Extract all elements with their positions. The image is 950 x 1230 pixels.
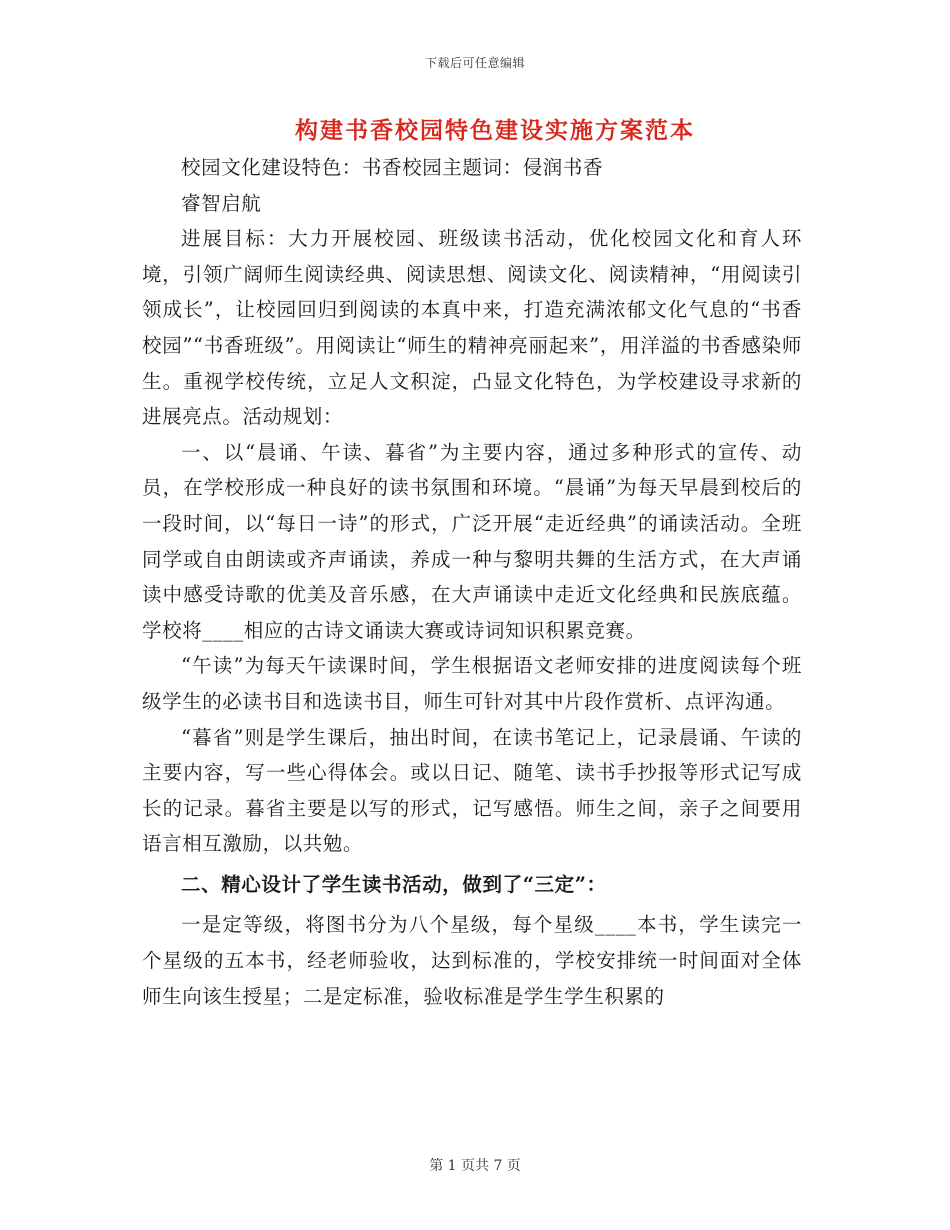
paragraph-section-one: 一、以“晨诵、午读、暮省”为主要内容，通过多种形式的宣传、动员，在学校形成一种良好的读书氛围和环境。“晨诵”为每天早晨到校后的一段时间，以“每日一诗”的形式，广泛开展“走近经典”的诵读活动。全班同学或自由朗读或齐声诵读，养成一种与黎明共舞的生活方式，在大声诵读中感受诗歌的优美及音乐感，在大声诵读中走近文化经典和民族底蕴。学校将____相应的古诗文诵读大赛或诗词知识积累竞赛。	[142, 440, 802, 642]
paragraph-goals: 进展目标：大力开展校园、班级读书活动，优化校园文化和育人环境，引领广阔师生阅读经典、阅读思想、阅读文化、阅读精神，“用阅读引领成长”，让校园回归到阅读的本真中来，打造充满浓郁文化气息的“书香校园”“书香班级”。用阅读让“师生的精神亮丽起来”，用洋溢的书香感染师生。重视学校传统，立足人文积淀，凸显文化特色，为学校建设寻求新的进展亮点。活动规划：	[142, 227, 802, 429]
document-body	[142, 150, 802, 1014]
paragraph-theme-continued: 睿智启航	[181, 191, 262, 215]
paragraph-theme: 校园文化建设特色：书香校园主题词：侵润书香	[181, 156, 604, 179]
paragraph-noon-reading: “午读”为每天午读课时间，学生根据语文老师安排的进度阅读每个班级学生的必读书目和选读书目，师生可针对其中片段作赏析、点评沟通。	[142, 654, 802, 713]
paragraph-evening-reflection: “暮省”则是学生课后，抽出时间，在读书笔记上，记录晨诵、午读的主要内容，写一些心得体会。或以日记、随笔、读书手抄报等形式记写成长的记录。暮省主要是以写的形式，记写感悟。师生之间，亲子之间要用语言相互激励，以共勉。	[142, 725, 802, 856]
paragraph-three-standards: 一是定等级，将图书分为八个星级，每个星级____本书，学生读完一个星级的五本书，经老师验收，达到标准的，学校安排统一时间面对全体师生向该生授星；二是定标准，验收标准是学生学生积累的	[142, 913, 802, 1008]
section-heading-two: 二、精心设计了学生读书活动，做到了“三定”：	[181, 872, 607, 896]
page-number: 第 1 页共 7 页	[429, 1158, 521, 1174]
document-title: 构建书香校园特色建设实施方案范本	[295, 117, 695, 144]
page-header-note: 下载后可任意编辑	[424, 56, 525, 70]
